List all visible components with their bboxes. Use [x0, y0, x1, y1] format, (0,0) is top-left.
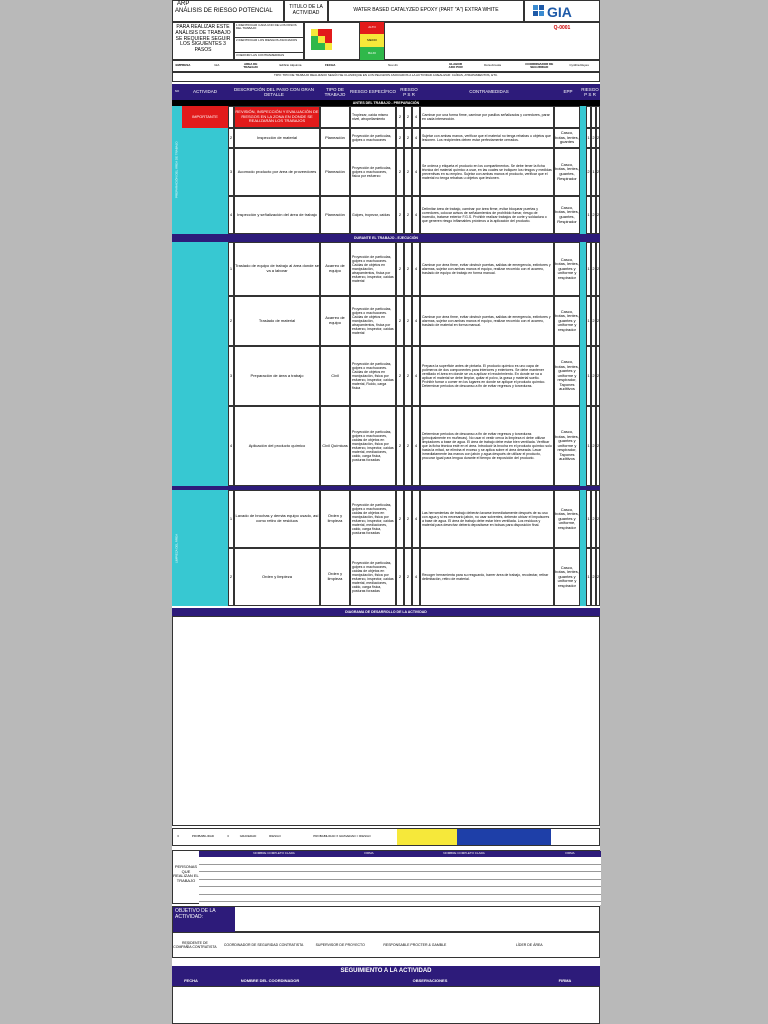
col-no: NO	[174, 89, 180, 94]
row-epp	[554, 106, 580, 128]
scale-yellow	[397, 829, 457, 845]
row-r: 4	[412, 296, 420, 346]
row-contra: Caminar por área firme, evitar obstruir puertas, salidas de emergencia, extintores y alarmas, sujetar con ambas manos el equipo, realizar recorrido con el acarreo, traslado de material en forma manual.	[420, 296, 554, 346]
section-durante: DURANTE EL TRABAJO - EJECUCIÓN	[172, 234, 600, 242]
row-r: 4	[412, 106, 420, 128]
prob-label: PROBABILIDAD	[191, 834, 215, 839]
row-s2: 2	[591, 346, 596, 406]
row-r2: 2	[596, 490, 600, 548]
col-riesgo: RIESGO ESPECÍFICO	[350, 89, 397, 95]
row-contra: Se ordena y etiqueta el producto en los compartimentos. Se debe tener la ficha técnica del material químico a usar, en las cuales se indiquen los riesgos y medidas preventivas en su empleo. Sujetar con ambas manos el producto, verificar que el material no tenga rebabas u objetos que lesionen.	[420, 148, 554, 196]
coord-label: COORDINADOR DE SEGURIDAD	[525, 61, 554, 69]
row-tipo: Civil	[320, 346, 350, 406]
row-tipo: Planeación	[320, 148, 350, 196]
gia-logo-icon	[525, 1, 601, 23]
row-p: 2	[396, 128, 404, 148]
row-s: 2	[404, 548, 412, 606]
side-limpieza-fill	[182, 490, 228, 606]
row-tipo: Acarreo de equipo	[320, 242, 350, 296]
scale-row	[172, 828, 600, 846]
row-contra: Recoger herramienta para su resguardo, barrer área de trabajo, recolectar, retirar delimitación, retiro de material.	[420, 548, 554, 606]
seg-fecha: FECHA	[172, 976, 210, 986]
row-p2: 1	[586, 406, 591, 486]
personas-label: PERSONAS QUE REALIZAN EL TRABAJO	[173, 864, 199, 883]
row-tipo: Orden y limpieza	[320, 548, 350, 606]
level-medio: MEDIO	[360, 34, 384, 47]
row-contra: Las herramientas de trabajo deberán lavarse inmediatamente después de su uso con agua y si es necesario jabón, no usar solventes, deberán ubicar el impulsores a base de agua. El área de trabajo debe estar bien ventilada. Los residuos y material para desechar deberá depositarse en bolsas para disposición final.	[420, 490, 554, 548]
row-r2: 2	[596, 296, 600, 346]
row-p: 2	[396, 242, 404, 296]
row-desc: Acomodo producto por área de proveedores	[234, 148, 320, 196]
p-val: 3	[177, 834, 179, 839]
row-desc: Aplicación del producto químico	[234, 406, 320, 486]
empresa-value: GIA	[214, 63, 220, 68]
row-s: 2	[404, 196, 412, 234]
row-desc: Preparación de área a trabajo	[234, 346, 320, 406]
sig-lider: LÍDER DE ÁREA	[516, 942, 543, 947]
row-p2: 1	[586, 128, 591, 148]
row-s: 2	[404, 242, 412, 296]
row-no: 1	[228, 242, 234, 296]
titulo-label: TITULO DE LA ACTIVIDAD	[284, 0, 328, 22]
row-riesgo: Proyección de partículas, golpes o machucones. Caídas de objetos en manipulación, atrapamientos, física por esfuerzo, inspector, caídas material	[350, 242, 396, 296]
row-no: 3	[228, 148, 234, 196]
row-riesgo: Golpes, tropezar, caídas	[350, 196, 396, 234]
row-riesgo: Proyección de partículas, golpes o machucones, fisica por esfuerzo	[350, 148, 396, 196]
row-s: 2	[404, 106, 412, 128]
col-epp: EPP	[563, 89, 573, 95]
row-tipo: Acarreo de equipo	[320, 296, 350, 346]
seguimiento-body[interactable]	[172, 986, 600, 1024]
row-no: 2	[228, 548, 234, 606]
col-riesgo2	[580, 84, 600, 100]
col-riesgo-psr	[396, 84, 422, 100]
row-p2: 1	[586, 490, 591, 548]
col-psr: P S R	[403, 92, 415, 97]
formula: PROBABILIDAD X GRAVEDAD = RIESGO	[313, 834, 371, 839]
signatures-row	[172, 932, 600, 958]
row-s2: 2	[591, 490, 596, 548]
row-r2: 2	[596, 196, 600, 234]
row-p2: 1	[586, 242, 591, 296]
nombre-col: NOMBRE COMPLETO CLARA	[199, 851, 349, 857]
sig-residente: RESIDENTE DE COMPAÑÍA CONTRATISTA	[173, 940, 217, 949]
row-no: 3	[228, 346, 234, 406]
row-contra: Determinar periodos de descanso a fin de evitar regresos y torceduras (principalmente en muñecas). No usar ni vestir cerca la limpieza ni debe utilizar limpiadores a base de agua. El área de trabajo debe estar bien ventilada. Verificar que la ficha técnica esté en el área. Introducir la brocha en el producto químico solo hasta la mitad, se elimina el exceso y se aplica sobre el área deseada. Lavar inmediatamente las manos con jabón y agua después de utilizar el producto, procurar igual para lengua durante el tiempo de exposición del producto.	[420, 406, 554, 486]
row-riesgo: Proyección de partículas, golpes o machucones, caídas de objetos en manipulación, física por esfuerzo, inspector, caídas material, mediaciones, caldo, carga física, posturas forzadas	[350, 490, 396, 548]
section-seguimiento: SEGUIMIENTO A LA ACTIVIDAD	[172, 966, 600, 976]
side-durante-fill	[182, 242, 228, 486]
empresa-label: EMPRESA	[175, 63, 191, 68]
seg-observaciones: OBSERVACIONES	[330, 976, 530, 986]
row-epp: Casco, botas, lentes, guantes y uniforme y respirador	[554, 296, 580, 346]
row-r: 4	[412, 490, 420, 548]
firma-col-2: FIRMA	[539, 851, 601, 857]
row-desc: Traslado de equipo de trabajo al área donde se va a laborar	[234, 242, 320, 296]
sig-coordinador: COORDINADOR DE SEGURIDAD CONTRATISTA	[223, 942, 304, 947]
row-epp: Casco, botas, lentes, guantes	[554, 128, 580, 148]
analisis-label: ANÁLISIS DE RIESGO POTENCIAL	[175, 7, 273, 14]
row-epp: Casco, botas, lentes, guantes, Respirador	[554, 196, 580, 234]
row-r2: 2	[596, 242, 600, 296]
row-p: 2	[396, 346, 404, 406]
intro-text: PARA REALIZAR ESTE ANÁLISIS DE TRABAJO SE REQUIERE SEGUIR LOS SIGUIENTES 3 PASOS	[172, 22, 234, 60]
coord-value: Cynthia Reyes	[569, 63, 589, 68]
col-actividad: ACTIVIDAD	[192, 89, 217, 95]
matrix-grid	[311, 29, 332, 50]
row-p2: 1	[586, 296, 591, 346]
side-durante	[172, 242, 182, 486]
row-r2: 2	[596, 148, 600, 196]
row-r: 4	[412, 346, 420, 406]
personas-table	[172, 850, 600, 904]
row-desc: Orden y limpieza	[234, 548, 320, 606]
row-tipo: Planeación	[320, 196, 350, 234]
nombre-col-2: NOMBRE COMPLETO CLARA	[389, 851, 539, 857]
row-epp: Casco, botas, lentes, guantes y uniforme y respirador	[554, 548, 580, 606]
elab-label: ELABOR ADO POR	[448, 61, 463, 69]
row-r: 4	[412, 148, 420, 196]
row-p: 2	[396, 106, 404, 128]
row-riesgo: Proyección de partículas, golpes o machucones, caídas de objetos en manipulación, física por esfuerzo, inspector, caídas material, mediaciones, caldo, carga física, posturas forzadas	[350, 548, 396, 606]
row-r2: 2	[596, 548, 600, 606]
document-code: Q-0001	[553, 25, 571, 31]
row-riesgo: Proyección de partículas, golpes o machucones. Caídas de objetos en manipulación, atrapamientos, física por esfuerzo, inspector, caídas material	[350, 296, 396, 346]
scale-blue	[457, 829, 551, 845]
row-tipo: Orden y limpieza	[320, 490, 350, 548]
row-epp: Casco, botas, lentes, guantes y uniforme, respirador	[554, 490, 580, 548]
fecha-value: Nov-21	[388, 63, 398, 68]
row-epp: Casco, botas, lentes, guantes y uniforme y respirador, Tapones auditivos	[554, 346, 580, 406]
elab-value: Dora Arreola	[484, 63, 501, 68]
level-block	[360, 22, 384, 60]
row-r2: 2	[596, 128, 600, 148]
row-s: 2	[404, 296, 412, 346]
area-value: Edificio Alquimia	[279, 63, 302, 68]
s-val: 3	[227, 834, 229, 839]
row-p: 2	[396, 548, 404, 606]
personas-lines[interactable]	[199, 857, 601, 905]
seg-coordinador: NOMBRE DEL COORDINADOR	[210, 976, 330, 986]
step-3: 3 DEFINIR LAS CONTRAMEDIDAS	[236, 53, 285, 57]
row-r: 4	[412, 548, 420, 606]
row-s: 2	[404, 128, 412, 148]
riesgo-label: RIESGO	[269, 834, 281, 839]
row-riesgo: Proyección de partículas, golpes o machucones	[350, 128, 396, 148]
row-no: 2	[228, 128, 234, 148]
row-s2: 2	[591, 296, 596, 346]
objetivo-row	[172, 906, 600, 932]
row-s2: 2	[591, 548, 596, 606]
row-contra: Prepara la superficie antes de pintarla. El producto químico es uno capa de polímeros de dos componentes para interiores y exteriores. Se debe mantener ventilado el área en donde se va a aplicar el recubrimiento. En donde se va a aplicar el material se debe limpiar, quitar el polvo, la grasa y material suelto. Prohibir fumar o comer en los lugares en donde se aplique el producto químico. Determinar periodos de descanso a fin de evitar regresos y torceduras.	[420, 346, 554, 406]
section-antes: ANTES DEL TRABAJO - PREPARACIÓN	[172, 100, 600, 106]
importante-badge: IMPORTANTE	[182, 106, 228, 128]
brand-block	[524, 0, 600, 22]
row-r: 4	[412, 406, 420, 486]
col-psr2: P S R	[584, 92, 596, 97]
row-desc: Inspección y señalización del área de trabajo	[234, 196, 320, 234]
row-s: 2	[404, 148, 412, 196]
row-s2: 2	[591, 406, 596, 486]
row-r: 4	[412, 196, 420, 234]
side-preparacion: PREPARACIÓN DEL ÁREA DE TRABAJO	[172, 106, 182, 234]
step-2: 2 IDENTIFICAR LOS RIESGOS ASOCIADOS	[235, 38, 303, 53]
sig-supervisor: SUPERVISOR DE PROYECTO	[315, 942, 365, 947]
section-diagrama: DIAGRAMA DE DESARROLLO DE LA ACTIVIDAD	[172, 608, 600, 616]
row-riesgo: Proyección de partículas, golpes o machucones. Caídas de objetos en manipulación, física por esfuerzo, inspector, caídas material, Ruido, carga física	[350, 346, 396, 406]
type-note: TIPO: TIPO DE TRABAJO REALIZADO SEGÚN SE CLASIFIQUE EN LOS PELIGROS ASOCIADOS A LA ACTIVIDAD A REALIZAR: CAÍDAS, ATRAPAMIENTOS, ETC.	[172, 72, 600, 82]
row-epp: Casco, botas, lentes, guantes y uniforme y respirador	[554, 242, 580, 296]
steps-block	[234, 22, 304, 60]
row-no: 4	[228, 406, 234, 486]
row-riesgo: Tropiezar, caída mismo nivel, atropellamiento	[350, 106, 396, 128]
row-p: 2	[396, 296, 404, 346]
row-p2: 1	[586, 548, 591, 606]
row-contra: Caminar por área firme, evitar obstruir puertas, salidas de emergencia, extintores y alarmas, sujetar con ambas manos el equipo, realizar recorrido con el acarreo, traslado de equipo de trabajo en forma manual.	[420, 242, 554, 296]
title-block	[172, 0, 284, 22]
row-r2: 2	[596, 406, 600, 486]
row-epp: Casco, botas, lentes, guantes, Respirador	[554, 148, 580, 196]
info-row	[172, 60, 600, 72]
row-no: 1	[228, 490, 234, 548]
row-desc: Traslado de material	[234, 296, 320, 346]
brand-text: GIA	[547, 4, 572, 20]
row-riesgo: Proyección de partículas, golpes o machucones, caídas de objetos en manipulación, física por esfuerzo, inspector, caídas material, mediaciones, caldo, carga física, posturas forzadas	[350, 406, 396, 486]
row-p: 2	[396, 196, 404, 234]
objetivo-label: OBJETIVO DE LA ACTIVIDAD:	[173, 907, 235, 933]
step-1: 1 IDENTIFICAR CADA UNO DE LOS PASOS DEL TRABAJO	[235, 23, 303, 38]
arp-document	[172, 0, 600, 1024]
area-label: AREA DE TRABAJO	[243, 61, 258, 69]
row-s2: 1	[591, 148, 596, 196]
col-riesgo-psr-title: RIESGO	[400, 86, 418, 92]
row-r2: 2	[596, 346, 600, 406]
row-r2	[596, 106, 600, 128]
col-descripcion: DESCRIPCIÓN DEL PASO CON GRAN DETALLE	[233, 86, 314, 97]
seguimiento-header	[172, 976, 600, 986]
row-tipo: Planeación	[320, 128, 350, 148]
row-p: 2	[396, 490, 404, 548]
sig-responsable: RESPONSABLE PROCTER & GAMBLE	[383, 942, 447, 947]
row-r: 4	[412, 242, 420, 296]
risk-matrix	[304, 22, 360, 60]
seg-firma: FIRMA	[530, 976, 600, 986]
row-no: 2	[228, 296, 234, 346]
row-p: 2	[396, 148, 404, 196]
row-s: 2	[404, 406, 412, 486]
col-riesgo2-title: RIESGO	[581, 86, 599, 92]
row-desc: Inspección de material	[234, 128, 320, 148]
titulo-value: WATER BASED CATALYZED EPOXY (PART "A") EXTRA WHITE	[328, 0, 524, 22]
row-desc: REVISIÓN, INSPECCIÓN Y EVALUACIÓN DE RIESGOS EN LA ZONA EN DONDE SE REALIZARÁN LOS TRABAJOS	[234, 106, 320, 128]
row-p2: 2	[586, 148, 591, 196]
row-s: 2	[404, 346, 412, 406]
grav-label: GRAVEDAD	[239, 834, 257, 839]
col-tipo: TIPO DE TRABAJO	[324, 86, 346, 97]
row-epp: Casco, botas, lentes, guantes y uniforme y respirador, Tapones auditivos	[554, 406, 580, 486]
arp-label: ARP	[177, 1, 190, 7]
row-contra: Caminar por una forma firme, caminar por pasillos señalizados y corredores, parar en cada intersección.	[420, 106, 554, 128]
firma-col: FIRMA	[349, 851, 389, 857]
fecha-label: FECHA	[325, 63, 336, 68]
row-no: 4	[228, 196, 234, 234]
row-r: 4	[412, 128, 420, 148]
row-tipo	[320, 106, 350, 128]
diagram-area[interactable]	[172, 616, 600, 826]
row-s2: 2	[591, 128, 596, 148]
row-p2: 1	[586, 346, 591, 406]
col-contramedidas: CONTRAMEDIDAS	[469, 89, 509, 95]
column-header	[172, 84, 600, 100]
row-s2: 2	[591, 242, 596, 296]
row-contra: Sujetar con ambas manos, verificar que el material no tenga rebabas u objetos que lesionen. Los recipientes deben estar perfectamente cerrados.	[420, 128, 554, 148]
side-limpieza: LIMPIEZA DEL ÁREA	[172, 490, 182, 606]
level-bajo: BAJO	[360, 47, 384, 60]
row-s2: 2	[591, 196, 596, 234]
row-s: 2	[404, 490, 412, 548]
row-contra: Delimitar área de trabajo, caminar por área firme, evitar bloquear puertas y corredores, colocar avisos de señalamientos de prohibido fumar, riesgo de incendio, tratarse exterior F.G.S. Prohibir realizar trabajos de corte y soldadura o que generen riesgo inflamables próximos a la aplicación del producto.	[420, 196, 554, 234]
row-desc: Lavado de brochas y demás equipo usado, así como retiro de residuos	[234, 490, 320, 548]
row-p: 2	[396, 406, 404, 486]
row-tipo: Civil Químicas	[320, 406, 350, 486]
level-alto: ALTO	[360, 22, 384, 34]
row-p2: 1	[586, 196, 591, 234]
